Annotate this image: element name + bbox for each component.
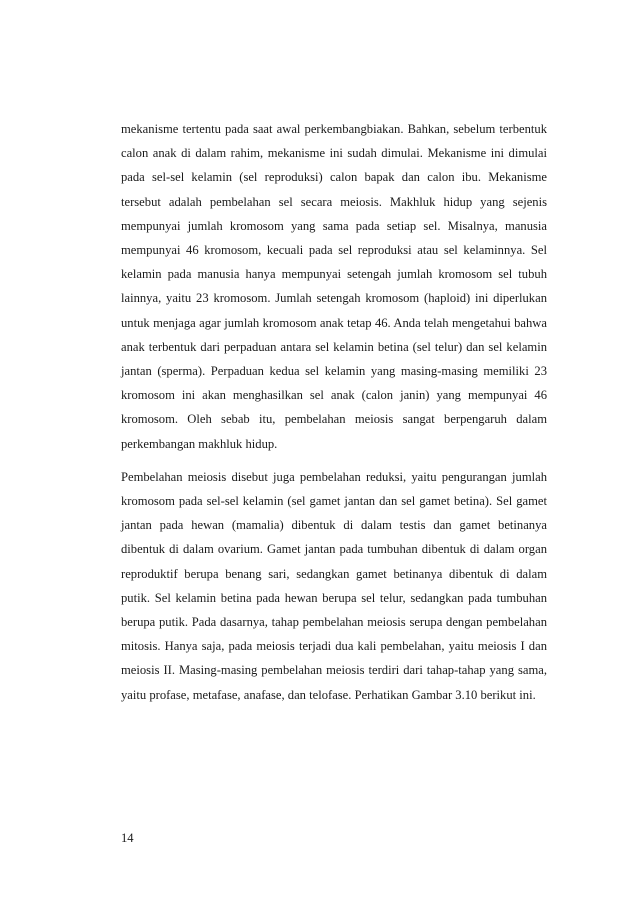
paragraph-meiosis-reduction: Pembelahan meiosis disebut juga pembelahan reduksi, yaitu pengurangan jumlah kromosom pada sel-sel kelamin (sel gamet jantan dan sel gamet betina). Sel gamet jantan pada hewan (mamalia) dibentuk di dalam testis dan gamet betinanya dibentuk di dalam ovarium. Gamet jantan pada tumbuhan dibentuk di dalam organ reproduktif berupa benang sari, sedangkan gamet betinanya dibentuk di dalam putik. Sel kelamin betina pada hewan berupa sel telur, sedangkan pada tumbuhan berupa putik. Pada dasarnya, tahap pembelahan meiosis serupa dengan pembelahan mitosis. Hanya saja, pada meiosis terjadi dua kali pembelahan, yaitu meiosis I dan meiosis II. Masing-masing pembelahan meiosis terdiri dari tahap-tahap yang sama, yaitu profase, metafase, anafase, dan telofase. Perhatikan Gambar 3.10 berikut ini. — [121, 469, 547, 702]
paragraph-meiosis-intro: mekanisme tertentu pada saat awal perkembangbiakan. Bahkan, sebelum terbentuk calon anak di dalam rahim, mekanisme ini sudah dimulai. Mekanisme ini dimulai pada sel-sel kelamin (sel reproduksi) calon bapak dan calon ibu. Mekanisme tersebut adalah pembelahan sel secara meiosis. Makhluk hidup yang sejenis mempunyai jumlah kromosom yang sama pada setiap sel. Misalnya, manusia mempunyai 46 kromosom, kecuali pada sel reproduksi atau sel kelaminnya. Sel kelamin pada manusia hanya mempunyai setengah jumlah kromosom sel tubuh lainnya, yaitu 23 kromosom. Jumlah setengah kromosom (haploid) ini diperlukan untuk menjaga agar jumlah kromosom anak tetap 46. Anda telah mengetahui bahwa anak terbentuk dari perpaduan antara sel kelamin betina (sel telur) dan sel kelamin jantan (sperma). Perpaduan kedua sel kelamin yang masing-masing memiliki 23 kromosom ini akan menghasilkan sel anak (calon janin) yang mempunyai 46 kromosom. Oleh sebab itu, pembelahan meiosis sangat berpengaruh dalam perkembangan makhluk hidup. — [121, 122, 547, 451]
body-text — [121, 117, 547, 707]
page-number: 14 — [121, 831, 134, 845]
